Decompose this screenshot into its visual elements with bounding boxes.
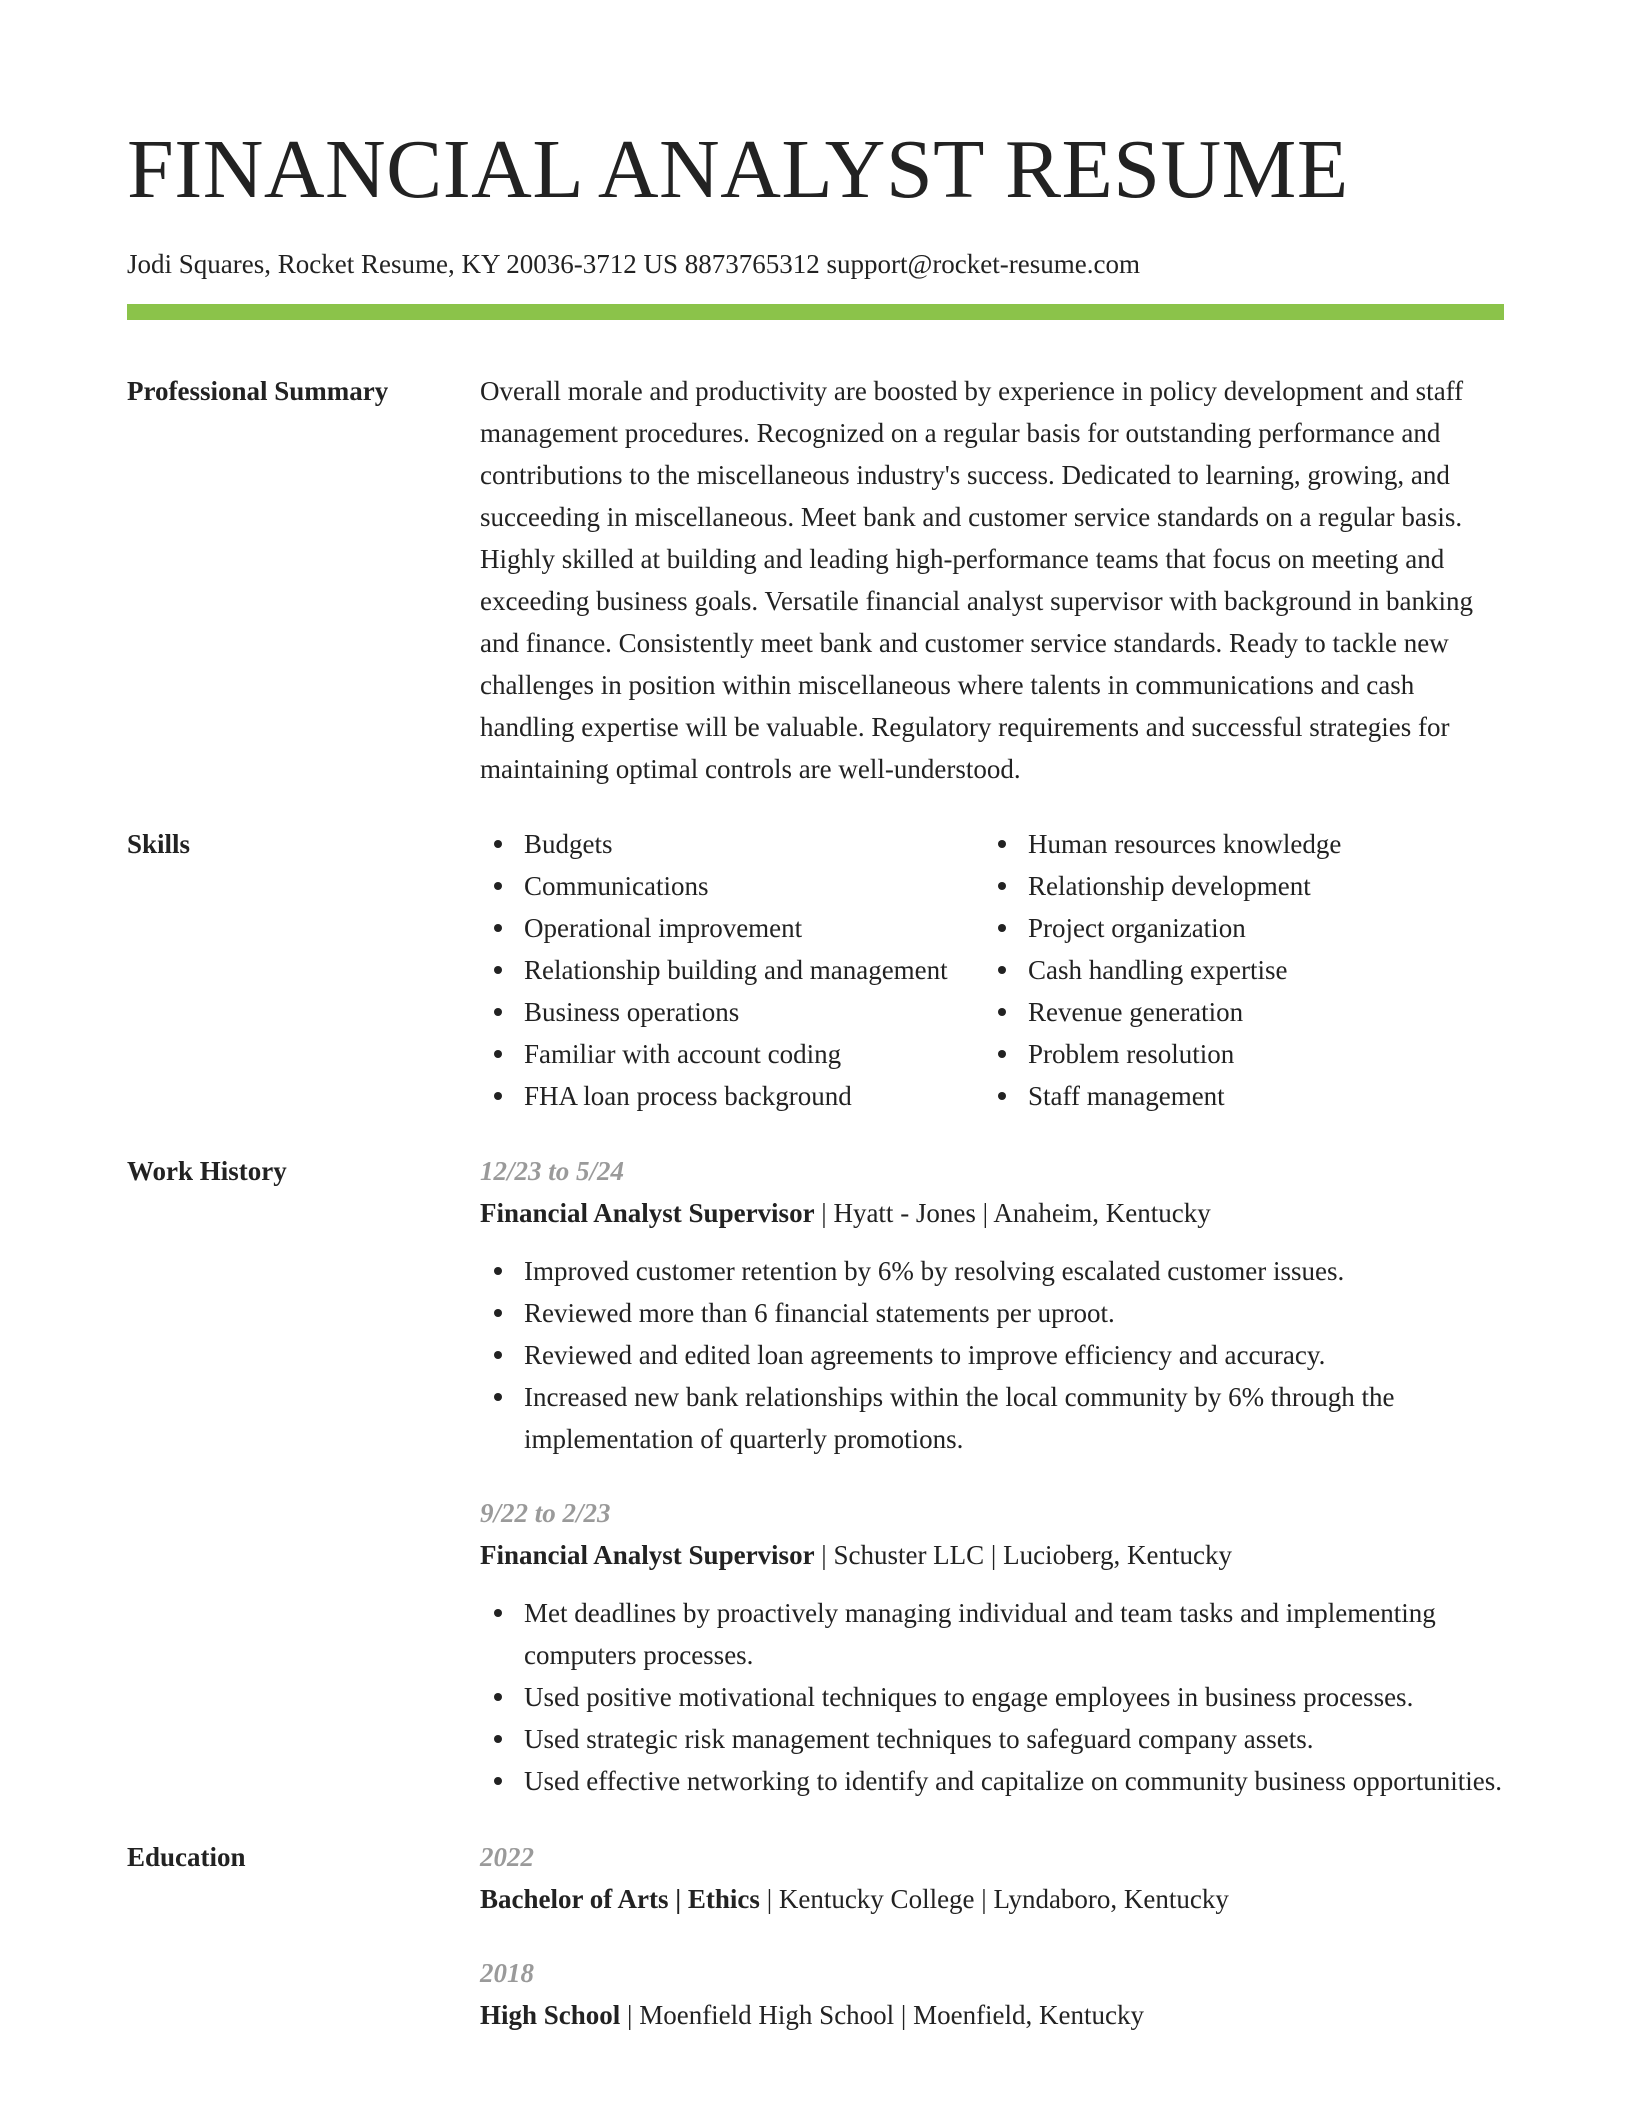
job-entry bbox=[480, 1150, 1504, 1460]
contact-line: Jodi Squares, Rocket Resume, KY 20036-3712 US 8873765312 support@rocket-resume.com bbox=[127, 249, 1140, 279]
education-section bbox=[127, 1836, 1504, 2036]
skills-heading: Skills bbox=[127, 829, 191, 859]
job-role: Financial Analyst Supervisor bbox=[480, 1540, 815, 1570]
education-school-location: | Moenfield High School | Moenfield, Kentucky bbox=[620, 2000, 1145, 2030]
job-bullets bbox=[480, 1250, 1504, 1460]
job-title-line bbox=[480, 1534, 1504, 1576]
skill-item: Human resources knowledge bbox=[984, 823, 1341, 865]
summary-section bbox=[127, 370, 1504, 790]
accent-divider bbox=[127, 304, 1504, 320]
job-bullet: Used effective networking to identify and capitalize on community business opportunities. bbox=[480, 1760, 1504, 1802]
skills-list-right bbox=[984, 823, 1341, 1117]
job-bullet: Increased new bank relationships within the local community by 6% through the implementation of quarterly promotions. bbox=[480, 1376, 1504, 1460]
job-date: 12/23 to 5/24 bbox=[480, 1156, 625, 1186]
skill-item: Staff management bbox=[984, 1075, 1341, 1117]
skills-section bbox=[127, 823, 1504, 1117]
skills-list-left bbox=[480, 823, 984, 1117]
job-bullet: Met deadlines by proactively managing individual and team tasks and implementing computers processes. bbox=[480, 1592, 1504, 1676]
education-degree: High School bbox=[480, 2000, 621, 2030]
job-title-line bbox=[480, 1192, 1504, 1234]
summary-heading: Professional Summary bbox=[127, 376, 389, 406]
job-bullet: Improved customer retention by 6% by resolving escalated customer issues. bbox=[480, 1250, 1504, 1292]
skill-item: Relationship development bbox=[984, 865, 1341, 907]
job-bullet: Used strategic risk management techniques to safeguard company assets. bbox=[480, 1718, 1504, 1760]
skill-item: Business operations bbox=[480, 991, 984, 1033]
job-employer-location: | Hyatt - Jones | Anaheim, Kentucky bbox=[814, 1198, 1211, 1228]
skill-item: Relationship building and management bbox=[480, 949, 984, 991]
summary-body bbox=[480, 370, 1504, 790]
work-history-section bbox=[127, 1150, 1504, 1802]
resume-page bbox=[127, 0, 1504, 2036]
job-bullet: Used positive motivational techniques to engage employees in business processes. bbox=[480, 1676, 1504, 1718]
skill-item: Project organization bbox=[984, 907, 1341, 949]
job-bullet: Reviewed and edited loan agreements to improve efficiency and accuracy. bbox=[480, 1334, 1504, 1376]
skills-body bbox=[480, 823, 1504, 1117]
education-date: 2018 bbox=[480, 1958, 534, 1988]
education-entry bbox=[480, 1952, 1504, 2036]
education-date: 2022 bbox=[480, 1842, 534, 1872]
education-line bbox=[480, 1878, 1504, 1920]
skill-item: Revenue generation bbox=[984, 991, 1341, 1033]
skill-item: Operational improvement bbox=[480, 907, 984, 949]
job-bullets bbox=[480, 1592, 1504, 1802]
job-employer-location: | Schuster LLC | Lucioberg, Kentucky bbox=[814, 1540, 1233, 1570]
skill-item: Problem resolution bbox=[984, 1033, 1341, 1075]
job-entry bbox=[480, 1492, 1504, 1802]
skill-item: FHA loan process background bbox=[480, 1075, 984, 1117]
resume-title: FINANCIAL ANALYST RESUME bbox=[127, 123, 1349, 216]
skill-item: Familiar with account coding bbox=[480, 1033, 984, 1075]
skills-columns bbox=[480, 823, 1504, 1117]
education-degree: Bachelor of Arts | Ethics bbox=[480, 1884, 760, 1914]
education-entry bbox=[480, 1836, 1504, 1920]
education-body bbox=[480, 1836, 1504, 2036]
job-date: 9/22 to 2/23 bbox=[480, 1498, 611, 1528]
education-heading: Education bbox=[127, 1842, 246, 1872]
work-history-heading: Work History bbox=[127, 1156, 287, 1186]
skill-item: Budgets bbox=[480, 823, 984, 865]
job-role: Financial Analyst Supervisor bbox=[480, 1198, 815, 1228]
skill-item: Communications bbox=[480, 865, 984, 907]
job-bullet: Reviewed more than 6 financial statements per uproot. bbox=[480, 1292, 1504, 1334]
education-line bbox=[480, 1994, 1504, 2036]
summary-text: Overall morale and productivity are boosted by experience in policy development and staff management procedures. Recognized on a regular basis for outstanding performance and contributions to the miscellaneous industry's success. Dedicated to learning, growing, and succeeding in miscellaneous. Meet bank and customer service standards on a regular basis. Highly skilled at building and leading high-performance teams that focus on meeting and exceeding business goals. Versatile financial analyst supervisor with background in banking and finance. Consistently meet bank and customer service standards. Ready to tackle new challenges in position within miscellaneous where talents in communications and cash handling expertise will be valuable. Regulatory requirements and successful strategies for maintaining optimal controls are well-understood. bbox=[480, 376, 1474, 784]
education-school-location: | Kentucky College | Lyndaboro, Kentucky bbox=[759, 1884, 1229, 1914]
skill-item: Cash handling expertise bbox=[984, 949, 1341, 991]
work-history-body bbox=[480, 1150, 1504, 1802]
